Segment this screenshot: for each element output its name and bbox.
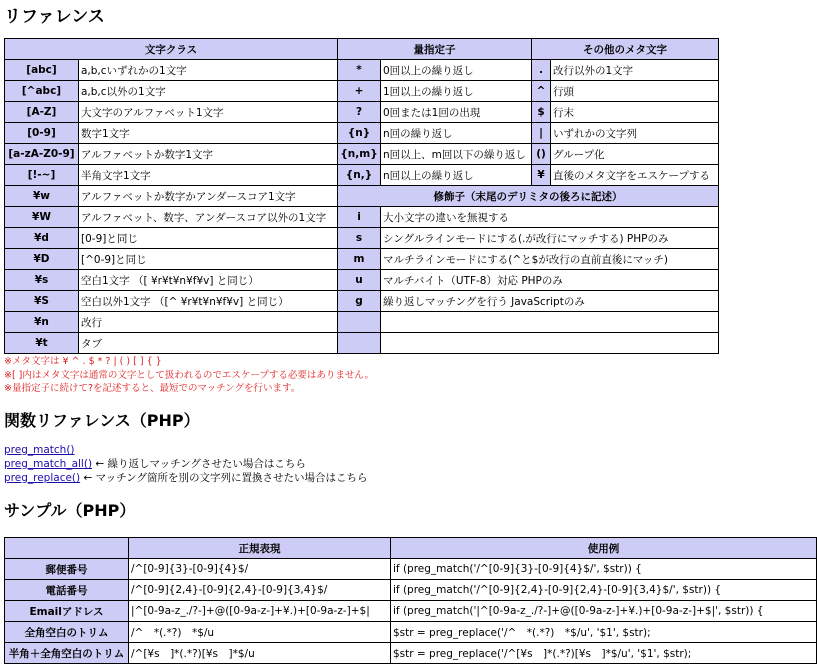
quantifier-desc: n回の繰り返し [381,123,532,144]
char-class-desc: 大文字のアルファベット1文字 [79,102,338,123]
char-class-desc: a,b,cいずれかの1文字 [79,60,338,81]
table-row [5,580,817,601]
char-class-key: [!-~] [5,165,79,186]
note-line: ※[ ]内はメタ文字は通常の文字として扱われるのでエスケープする必要はありません。 [4,369,374,381]
table-row [5,643,817,664]
note-line: ※量指定子に続けて?を記述すると、最短でのマッチングを行います。 [4,383,301,394]
char-class-key: [abc] [5,60,79,81]
char-class-key: ¥s [5,270,79,291]
meta-key: . [532,60,551,81]
reference-table [4,38,719,354]
sample-name: 全角空白のトリム [5,622,129,643]
function-links [4,443,367,485]
table-row [5,207,719,228]
char-class-desc: 数字1文字 [79,123,338,144]
function-link-row [4,471,367,485]
modifier-key: i [338,207,381,228]
modifier-key: g [338,291,381,312]
quantifier-desc: 0回以上の繰り返し [381,60,532,81]
modifier-key [338,333,381,354]
char-class-key: [0-9] [5,123,79,144]
sample-regex: /^[0-9]{3}-[0-9]{4}$/ [129,559,391,580]
sample-name: 電話番号 [5,580,129,601]
quantifier-key: * [338,60,381,81]
meta-desc: 行頭 [551,81,719,102]
notes [4,355,374,396]
table-row [5,123,719,144]
char-class-desc: アルファベットか数字1文字 [79,144,338,165]
quantifier-desc: 1回以上の繰り返し [381,81,532,102]
quantifier-key: {n,m} [338,144,381,165]
table-row [5,291,719,312]
table-row [5,559,817,580]
quantifier-desc: n回以上、m回以下の繰り返し [381,144,532,165]
char-class-desc: アルファベット、数字、アンダースコア以外の1文字 [79,207,338,228]
quantifier-key: {n,} [338,165,381,186]
sample-regex: /^[0-9]{2,4}-[0-9]{2,4}-[0-9]{3,4}$/ [129,580,391,601]
meta-key: | [532,123,551,144]
preg-match-all-link[interactable]: preg_match_all() [4,458,93,470]
function-note: ← 繰り返しマッチングさせたい場合はこちら [92,458,306,470]
table-row [5,102,719,123]
char-class-key: ¥S [5,291,79,312]
meta-desc: 行末 [551,102,719,123]
sample-title: サンプル（PHP） [4,501,136,520]
table-row [5,228,719,249]
modifier-desc: マルチラインモードにする(^と$が改行の直前直後にマッチ) [381,249,719,270]
meta-key: $ [532,102,551,123]
char-class-desc: [^0-9]と同じ [79,249,338,270]
sample-name: 郵便番号 [5,559,129,580]
note-line: ※メタ文字は ¥ ^ . $ * ? | ( ) [ ] { } [4,356,162,367]
char-class-key: ¥D [5,249,79,270]
meta-desc: 改行以外の1文字 [551,60,719,81]
table-row [5,622,817,643]
meta-key: ¥ [532,165,551,186]
sample-table [4,537,817,664]
char-class-key: [^abc] [5,81,79,102]
quantifier-desc: 0回または1回の出現 [381,102,532,123]
sample-regex: /^[¥s ]*(.*?)[¥s ]*$/u [129,643,391,664]
modifier-desc [381,333,719,354]
function-link-row [4,443,367,457]
sample-usage: if (preg_match('/^[0-9]{2,4}-[0-9]{2,4}-[0-9]{3,4}$/', $str)) { [391,580,817,601]
table-row [5,60,719,81]
char-class-key: ¥t [5,333,79,354]
modifier-key [338,312,381,333]
char-class-desc: 半角文字1文字 [79,165,338,186]
char-class-desc: a,b,c以外の1文字 [79,81,338,102]
sample-name: Emailアドレス [5,601,129,622]
header-other-meta: その他のメタ文字 [532,39,719,60]
table-row [5,270,719,291]
page-title: リファレンス [4,7,105,27]
char-class-key: ¥n [5,312,79,333]
function-reference-title: 関数リファレンス（PHP） [4,411,200,430]
meta-desc: 直後のメタ文字をエスケープする [551,165,719,186]
quantifier-key: ? [338,102,381,123]
char-class-desc: [0-9]と同じ [79,228,338,249]
modifier-desc: 繰り返しマッチングを行う JavaScriptのみ [381,291,719,312]
header-modifier: 修飾子（末尾のデリミタの後ろに記述） [338,186,719,207]
char-class-desc: 改行 [79,312,338,333]
char-class-key: ¥w [5,186,79,207]
modifier-key: s [338,228,381,249]
header-char-class: 文字クラス [5,39,338,60]
sample-name: 半角＋全角空白のトリム [5,643,129,664]
modifier-desc: シングルラインモードにする(.が改行にマッチする) PHPのみ [381,228,719,249]
modifier-desc [381,312,719,333]
char-class-key: [A-Z] [5,102,79,123]
header-blank [5,538,129,559]
preg-match-link[interactable]: preg_match() [4,444,75,456]
table-row [5,81,719,102]
sample-regex: /^ *(.*?) *$/u [129,622,391,643]
char-class-desc: 空白1文字 （[ ¥r¥t¥n¥f¥v] と同じ） [79,270,338,291]
meta-desc: いずれかの文字列 [551,123,719,144]
char-class-desc: アルファベットか数字かアンダースコア1文字 [79,186,338,207]
modifier-key: u [338,270,381,291]
preg-replace-link[interactable]: preg_replace() [4,472,81,484]
char-class-desc: 空白以外1文字 （[^ ¥r¥t¥n¥f¥v] と同じ） [79,291,338,312]
sample-usage: $str = preg_replace('/^ *(.*?) *$/u', '$1', $str); [391,622,817,643]
modifier-desc: 大小文字の違いを無視する [381,207,719,228]
function-note: ← マッチング箇所を別の文字列に置換させたい場合はこちら [80,472,368,484]
quantifier-key: {n} [338,123,381,144]
header-regex: 正規表現 [129,538,391,559]
sample-usage: if (preg_match('|^[0-9a-z_./?-]+@([0-9a-z-]+¥.)+[0-9a-z-]+$|', $str)) { [391,601,817,622]
char-class-key: [a-zA-Z0-9] [5,144,79,165]
sample-usage: $str = preg_replace('/^[¥s ]*(.*?)[¥s ]*$/u', '$1', $str); [391,643,817,664]
meta-key: ^ [532,81,551,102]
quantifier-key: + [338,81,381,102]
sample-regex: |^[0-9a-z_./?-]+@([0-9a-z-]+¥.)+[0-9a-z-]+$| [129,601,391,622]
table-row [5,144,719,165]
meta-key: () [532,144,551,165]
char-class-desc: タブ [79,333,338,354]
table-row [5,601,817,622]
table-row [5,333,719,354]
table-row [5,312,719,333]
table-row [5,186,719,207]
sample-usage: if (preg_match('/^[0-9]{3}-[0-9]{4}$/', $str)) { [391,559,817,580]
function-link-row [4,457,367,471]
char-class-key: ¥d [5,228,79,249]
quantifier-desc: n回以上の繰り返し [381,165,532,186]
modifier-key: m [338,249,381,270]
table-row [5,249,719,270]
header-usage: 使用例 [391,538,817,559]
char-class-key: ¥W [5,207,79,228]
header-quantifier: 量指定子 [338,39,532,60]
meta-desc: グループ化 [551,144,719,165]
modifier-desc: マルチバイト（UTF-8）対応 PHPのみ [381,270,719,291]
table-row [5,165,719,186]
